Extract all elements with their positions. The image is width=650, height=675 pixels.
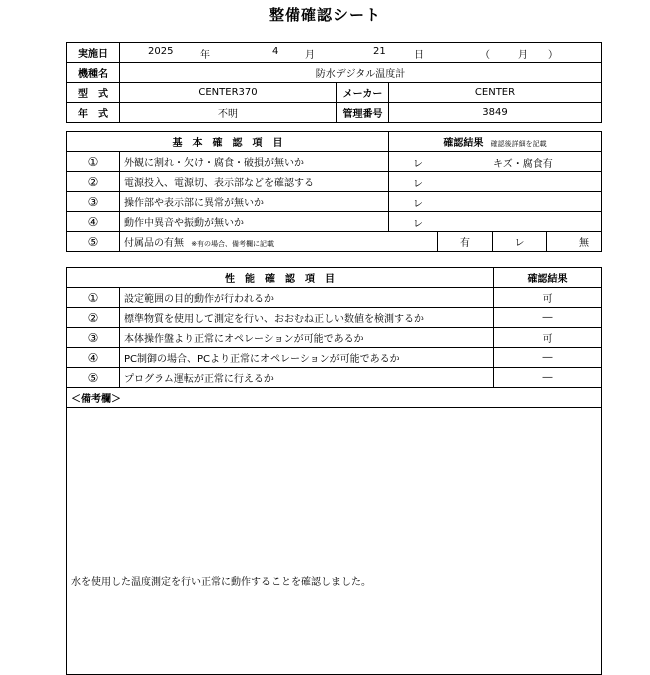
model-name-row <box>67 63 602 83</box>
item-result: 可 <box>494 328 602 348</box>
item-text: 設定範囲の目的動作が行われるか <box>120 288 494 308</box>
item-number: ⑤ <box>67 232 120 252</box>
item-number: ④ <box>67 348 120 368</box>
weekday-close: ） <box>548 50 558 61</box>
date-row <box>67 43 602 63</box>
remarks-label: ＜備考欄＞ <box>67 388 602 408</box>
table-row <box>67 328 602 348</box>
item-text: 本体操作盤より正常にオペレーションが可能であるか <box>120 328 494 348</box>
accessory-text <box>120 232 438 252</box>
accessory-row <box>67 232 602 252</box>
item-text: プログラム運転が正常に行えるか <box>120 368 494 388</box>
table-row <box>67 288 602 308</box>
performance-header: 性 能 確 認 項 目 <box>67 268 494 288</box>
basic-header-row <box>67 132 602 152</box>
item-text: 外観に割れ・欠け・腐食・破損が無いか <box>120 152 389 172</box>
date-value <box>120 43 602 63</box>
item-number: ① <box>67 152 120 172</box>
model-type-value: CENTER370 <box>120 83 337 103</box>
table-row <box>67 192 602 212</box>
item-text: 電源投入、電源切、表示部などを確認する <box>120 172 389 192</box>
check-mark: レ <box>413 159 423 170</box>
item-number: ③ <box>67 192 120 212</box>
item-result: 可 <box>494 288 602 308</box>
item-number: ④ <box>67 212 120 232</box>
item-number: ① <box>67 288 120 308</box>
table-row <box>67 212 602 232</box>
remarks-text: 水を使用した温度測定を行い正常に動作することを確認しました。 <box>67 408 602 675</box>
item-number: ⑤ <box>67 368 120 388</box>
remarks-body-row <box>67 408 602 675</box>
year-row <box>67 103 602 123</box>
equipment-info-table <box>66 42 602 123</box>
item-number: ③ <box>67 328 120 348</box>
weekday-unit: 月 <box>518 50 528 61</box>
basic-header: 基 本 確 認 項 目 <box>67 132 389 152</box>
date-month-unit: 月 <box>305 50 315 61</box>
accessory-note: ※有の場合、備考欄に記載 <box>191 240 275 248</box>
remarks-label-row <box>67 388 602 408</box>
model-type-label: 型 式 <box>67 83 120 103</box>
control-no-label: 管理番号 <box>337 103 389 123</box>
item-number: ② <box>67 172 120 192</box>
table-row <box>67 308 602 328</box>
accessory-check: レ <box>493 232 547 252</box>
check-mark: レ <box>413 219 423 230</box>
weekday-open: （ <box>480 50 490 61</box>
date-day-unit: 日 <box>414 50 424 61</box>
model-type-row <box>67 83 602 103</box>
year-type-value: 不明 <box>120 103 337 123</box>
maker-value: CENTER <box>389 83 602 103</box>
item-text: 標準物質を使用して測定を行い、おおむね正しい数値を検測するか <box>120 308 494 328</box>
table-row <box>67 152 602 172</box>
date-year: 2025 <box>148 46 174 57</box>
performance-header-row <box>67 268 602 288</box>
item-text: 動作中異音や振動が無いか <box>120 212 389 232</box>
check-mark: レ <box>413 179 423 190</box>
year-type-label: 年 式 <box>67 103 120 123</box>
control-no-value: 3849 <box>389 103 602 123</box>
basic-check-table <box>66 131 602 252</box>
basic-result-note: 確認後詳細を記載 <box>490 140 547 148</box>
date-day: 21 <box>373 46 386 57</box>
basic-result-title: 確認結果 <box>443 138 484 149</box>
item-result <box>389 172 602 192</box>
check-mark: レ <box>413 199 423 210</box>
item-result <box>389 192 602 212</box>
item-text: PC制御の場合、PCより正常にオペレーションが可能であるか <box>120 348 494 368</box>
result-detail: キズ・腐食有 <box>493 159 553 170</box>
model-name-value: 防水デジタル温度計 <box>120 63 602 83</box>
performance-check-table <box>66 267 602 675</box>
item-result <box>389 152 602 172</box>
performance-result-header: 確認結果 <box>494 268 602 288</box>
date-label: 実施日 <box>67 43 120 63</box>
table-row <box>67 348 602 368</box>
accessory-no: 無 <box>547 232 602 252</box>
maker-label: メーカー <box>337 83 389 103</box>
item-result: ― <box>494 348 602 368</box>
accessory-label: 付属品の有無 <box>124 238 184 249</box>
model-name-label: 機種名 <box>67 63 120 83</box>
accessory-yes: 有 <box>438 232 493 252</box>
item-number: ② <box>67 308 120 328</box>
page-title: 整備確認シート <box>268 6 381 24</box>
date-year-unit: 年 <box>200 50 210 61</box>
item-result: ― <box>494 368 602 388</box>
table-row <box>67 368 602 388</box>
date-month: 4 <box>272 46 279 57</box>
basic-result-header <box>389 132 602 152</box>
table-row <box>67 172 602 192</box>
item-text: 操作部や表示部に異常が無いか <box>120 192 389 212</box>
item-result: ― <box>494 308 602 328</box>
item-result <box>389 212 602 232</box>
